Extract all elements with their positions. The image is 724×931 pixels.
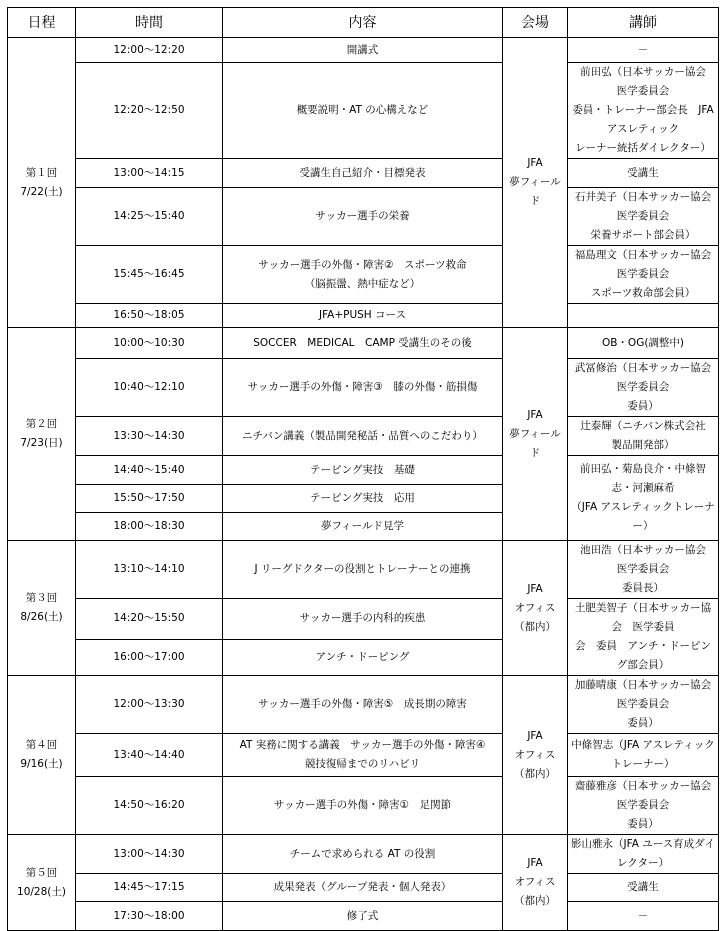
- time-cell: 14:40～15:40: [76, 456, 223, 485]
- instructor-cell: [568, 328, 719, 359]
- venue-cell: [503, 676, 568, 835]
- content-line: サッカー選手の外傷・障害③ 膝の外傷・筋損傷: [247, 381, 478, 393]
- content-cell: [223, 874, 503, 902]
- session-date: 7/23(日): [20, 437, 63, 449]
- time-cell: 13:10～14:10: [76, 541, 223, 599]
- content-cell: [223, 902, 503, 931]
- venue-line: JFA: [527, 157, 543, 169]
- content-line: AT 実務に関する講義 サッカー選手の外傷・障害④: [239, 739, 486, 751]
- session-label: 第３回: [25, 592, 58, 604]
- instructor-line: 土肥美智子（日本サッカー協会 医学委員: [574, 602, 712, 633]
- time-cell: 14:25～15:40: [76, 188, 223, 246]
- table-row: [8, 38, 719, 63]
- table-row: [8, 456, 719, 485]
- time-cell: 12:00～12:20: [76, 38, 223, 63]
- venue-cell: [503, 328, 568, 541]
- venue-line: （都内）: [514, 620, 556, 633]
- time-cell: 14:50～16:20: [76, 777, 223, 835]
- session-cell: [8, 676, 76, 835]
- table-row: [8, 874, 719, 902]
- venue-line: JFA: [527, 729, 543, 742]
- table-row: [8, 246, 719, 304]
- table-row: [8, 599, 719, 640]
- time-cell: 13:40～14:40: [76, 734, 223, 777]
- content-line: テーピング実技 応用: [310, 492, 415, 504]
- instructor-line: 受講生: [627, 166, 659, 179]
- content-line: JFA+PUSH コース: [318, 309, 407, 321]
- instructor-line: 武冨修治（日本サッカー協会 医学委員会: [574, 362, 722, 393]
- header-row: [8, 8, 719, 38]
- content-line: ニチバン講義（製品開発秘話・品質へのこだわり）: [242, 429, 483, 442]
- instructor-line: 栄養サポート部会員）: [590, 229, 696, 241]
- content-line: 概要説明・AT の心構えなど: [296, 104, 429, 116]
- table-row: [8, 734, 719, 777]
- header-content: 内容: [223, 8, 503, 38]
- content-line: 成果発表（グループ発表・個人発表）: [273, 881, 452, 893]
- content-line: 修了式: [346, 909, 379, 922]
- instructor-line: 委員）: [627, 717, 659, 729]
- time-cell: 12:20～12:50: [76, 63, 223, 159]
- instructor-line: －: [637, 909, 649, 922]
- venue-line: 夢フィールド: [509, 176, 561, 207]
- instructor-cell: [568, 599, 719, 676]
- instructor-line: 前田弘（日本サッカー協会 医学委員会: [580, 66, 717, 97]
- instructor-cell: [568, 359, 722, 417]
- instructor-cell: [568, 777, 722, 835]
- table-row: [8, 541, 719, 599]
- session-date: 10/28(土): [17, 885, 66, 898]
- content-line: SOCCER MEDICAL CAMP 受講生のその後: [253, 336, 472, 349]
- table-row: [8, 159, 719, 188]
- instructor-line: 辻泰輝（ニチバン株式会社 製品開発部）: [580, 420, 717, 451]
- table-row: [8, 359, 719, 417]
- schedule-table: [7, 7, 722, 931]
- instructor-cell: [568, 456, 719, 541]
- table-row: [8, 63, 719, 159]
- session-date: 7/22(土): [20, 185, 63, 198]
- time-cell: 10:00～10:30: [76, 328, 223, 359]
- session-cell: [8, 38, 76, 328]
- time-cell: 16:50～18:05: [76, 304, 223, 328]
- time-cell: 15:45～16:45: [76, 246, 223, 304]
- instructor-line: 齋藤雅彦（日本サッカー協会 医学委員会: [574, 780, 722, 811]
- instructor-line: 池田浩（日本サッカー協会 医学委員会: [580, 544, 717, 575]
- instructor-line: 石井美子（日本サッカー協会 医学委員会: [574, 191, 722, 222]
- instructor-cell: [568, 835, 719, 874]
- instructor-cell: [568, 188, 722, 246]
- content-cell: [223, 159, 503, 188]
- instructor-line: 中條智志（JFA アスレティックトレーナー）: [571, 739, 715, 770]
- instructor-line: 受講生: [627, 881, 659, 893]
- session-cell: [8, 328, 76, 541]
- instructor-cell: [568, 417, 719, 456]
- content-cell: [223, 676, 503, 734]
- session-label: 第５回: [25, 866, 58, 879]
- venue-line: JFA: [527, 857, 543, 869]
- table-row: [8, 835, 719, 874]
- session-date: 8/26(土): [20, 611, 63, 623]
- header-session: 日程: [8, 8, 76, 38]
- content-line: チームで求められる AT の役割: [289, 847, 436, 860]
- table-row: [8, 777, 719, 835]
- venue-cell: [503, 835, 568, 931]
- instructor-line: レーナー統括ダイレクター）: [575, 142, 711, 154]
- instructor-line: （JFA アスレティックトレーナー）: [571, 501, 715, 532]
- content-cell: [223, 456, 503, 485]
- content-line: サッカー選手の内科的疾患: [299, 612, 426, 625]
- content-cell: [223, 485, 503, 513]
- venue-line: オフィス: [514, 876, 556, 888]
- content-line: サッカー選手の栄養: [315, 210, 410, 222]
- instructor-cell: [568, 541, 719, 599]
- instructor-cell: [568, 676, 722, 734]
- instructor-cell: [568, 304, 719, 328]
- instructor-cell: [568, 246, 722, 304]
- venue-line: 夢フィールド: [509, 427, 561, 459]
- instructor-cell: [568, 874, 719, 902]
- time-cell: 16:00～17:00: [76, 639, 223, 675]
- table-row: [8, 328, 719, 359]
- instructor-line: 加藤晴康（日本サッカー協会 医学委員会: [574, 679, 722, 710]
- content-cell: [223, 599, 503, 640]
- content-line: テーピング実技 基礎: [310, 463, 415, 476]
- content-line: （脳振盪、熱中症など）: [304, 277, 421, 290]
- table-row: [8, 304, 719, 328]
- content-line: J リーグドクターの役割とトレーナーとの連携: [254, 563, 471, 575]
- time-cell: 13:00～14:15: [76, 159, 223, 188]
- instructor-cell: [568, 38, 719, 63]
- header-instructor: 講師: [568, 8, 719, 38]
- content-line: サッカー選手の外傷・障害① 足関節: [273, 799, 452, 811]
- content-line: 夢フィールド見学: [321, 520, 404, 532]
- content-cell: [223, 734, 503, 777]
- content-line: 受講生自己紹介・目標発表: [299, 166, 426, 179]
- session-label: 第１回: [25, 166, 58, 179]
- content-cell: [223, 328, 503, 359]
- session-label: 第４回: [25, 739, 58, 751]
- content-cell: [223, 38, 503, 63]
- session-cell: [8, 541, 76, 676]
- time-cell: 13:30～14:30: [76, 417, 223, 456]
- time-cell: 14:20～15:50: [76, 599, 223, 640]
- instructor-line: 委員）: [627, 818, 659, 830]
- header-venue: 会場: [503, 8, 568, 38]
- content-cell: [223, 304, 503, 328]
- instructor-cell: [568, 159, 719, 188]
- session-label: 第２回: [25, 418, 58, 430]
- time-cell: 15:50～17:50: [76, 485, 223, 513]
- instructor-line: スポーツ救命部会員）: [590, 287, 696, 299]
- instructor-line: 委員長）: [622, 582, 664, 594]
- time-cell: 10:40～12:10: [76, 359, 223, 417]
- time-cell: 17:30～18:00: [76, 902, 223, 931]
- venue-line: （都内）: [514, 767, 556, 780]
- instructor-cell: [568, 734, 719, 777]
- instructor-line: 前田弘・菊島良介・中條智志・河瀬麻希: [580, 463, 706, 494]
- time-cell: 18:00～18:30: [76, 513, 223, 541]
- table-row: [8, 676, 719, 734]
- instructor-line: 会 委員 アンチ・ドーピング部会員）: [574, 640, 712, 671]
- session-cell: [8, 835, 76, 931]
- schedule-body: [8, 38, 722, 931]
- content-cell: [223, 63, 503, 159]
- venue-line: （都内）: [514, 895, 556, 907]
- table-row: [8, 902, 719, 931]
- venue-line: JFA: [527, 408, 543, 421]
- content-cell: [223, 417, 503, 456]
- venue-line: オフィス: [514, 601, 556, 614]
- instructor-line: 委員・トレーナー部会長 JFA アスレティック: [572, 104, 714, 135]
- content-line: アンチ・ドーピング: [315, 650, 410, 663]
- content-cell: [223, 777, 503, 835]
- content-cell: [223, 513, 503, 541]
- time-cell: 14:45～17:15: [76, 874, 223, 902]
- instructor-line: 影山雅永（JFA ユース育成ダイレクター）: [571, 838, 715, 869]
- venue-line: JFA: [527, 582, 543, 595]
- content-cell: [223, 188, 503, 246]
- time-cell: 12:00～13:30: [76, 676, 223, 734]
- instructor-line: OB・OG(調整中): [601, 336, 685, 349]
- header-time: 時間: [76, 8, 223, 38]
- venue-cell: [503, 541, 568, 676]
- content-cell: [223, 639, 503, 675]
- venue-cell: [503, 38, 568, 328]
- instructor-cell: [568, 902, 719, 931]
- instructor-line: 福島理文（日本サッカー協会 医学委員会: [574, 249, 722, 280]
- table-row: [8, 417, 719, 456]
- content-cell: [223, 541, 503, 599]
- venue-line: オフィス: [514, 748, 556, 761]
- content-cell: [223, 835, 503, 874]
- instructor-line: －: [637, 43, 649, 56]
- content-cell: [223, 359, 503, 417]
- content-cell: [223, 246, 503, 304]
- content-line: 競技復帰までのリハビリ: [304, 758, 421, 770]
- instructor-line: 委員）: [627, 400, 659, 412]
- content-line: サッカー選手の外傷・障害⑤ 成長期の障害: [258, 698, 467, 710]
- time-cell: 13:00～14:30: [76, 835, 223, 874]
- content-line: サッカー選手の外傷・障害② スポーツ救命: [258, 258, 467, 271]
- table-row: [8, 188, 719, 246]
- session-date: 9/16(土): [20, 758, 63, 770]
- content-line: 開講式: [346, 43, 379, 56]
- instructor-cell: [568, 63, 719, 159]
